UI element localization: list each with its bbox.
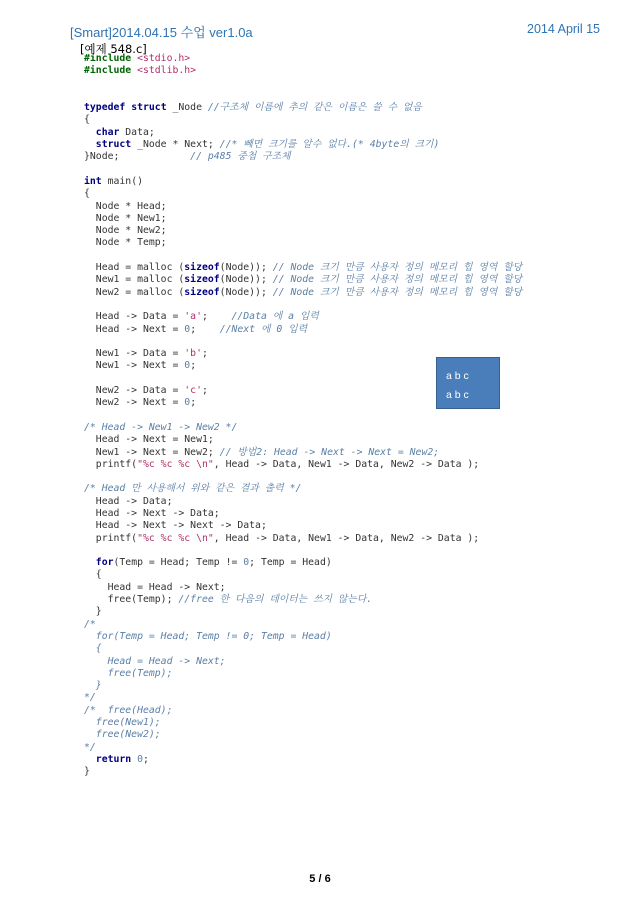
code-line: [84, 397, 624, 409]
code-token: #include: [84, 65, 132, 77]
code-token: main(): [101, 175, 143, 187]
code-line: [84, 422, 624, 434]
code-line: [84, 127, 624, 139]
code-line: [84, 668, 624, 680]
code-token: "%c %c %c \n": [137, 458, 214, 470]
code-token: 'a': [184, 311, 202, 323]
code-line: [84, 680, 624, 692]
code-token: Head -> Next -> Next -> Data;: [84, 520, 267, 532]
code-token: ; Temp = Head): [249, 557, 332, 569]
code-line: [84, 287, 624, 299]
code-listing: [84, 53, 624, 779]
code-line: [84, 410, 624, 422]
code-token: //Next 에 0 입력: [219, 323, 308, 335]
code-token: [84, 139, 96, 150]
code-token: ;: [201, 348, 208, 360]
code-token: struct: [131, 102, 167, 114]
code-line: [84, 520, 624, 532]
code-token: (Node));: [219, 262, 273, 274]
code-token: New1 -> Next =: [84, 360, 185, 372]
code-token: typedef: [84, 102, 126, 114]
code-line: [84, 447, 624, 459]
code-token: // 방법2: Head -> Next -> Next = New2;: [219, 446, 440, 458]
code-token: Head = malloc (: [84, 262, 185, 274]
code-line: [84, 385, 624, 397]
code-line: [84, 299, 624, 311]
code-token: sizeof: [184, 286, 220, 298]
code-line: [84, 643, 624, 655]
code-line: [84, 225, 624, 237]
code-line: [84, 496, 624, 508]
code-token: 0: [184, 360, 191, 372]
code-token: New2 -> Data =: [84, 385, 185, 397]
code-token: /* free(Head);: [84, 704, 173, 716]
code-line: [84, 717, 624, 729]
code-line: [84, 90, 624, 102]
code-line: [84, 742, 624, 754]
code-token: (Temp = Head; Temp !=: [113, 557, 244, 569]
code-token: /* Head 만 사용해서 위와 같은 결과 출력 */: [84, 483, 302, 495]
code-token: Data;: [119, 126, 155, 138]
code-line: [84, 348, 624, 360]
code-token: [84, 754, 96, 765]
code-token: //Data 에 a 입력: [231, 311, 319, 323]
code-line: [84, 114, 624, 126]
code-line: [84, 705, 624, 717]
code-token: 0: [184, 323, 191, 335]
code-token: */: [84, 741, 96, 753]
code-line: [84, 164, 624, 176]
code-token: {: [84, 114, 90, 126]
code-token: //free 한 다음의 데이터는 쓰지 않는다.: [178, 594, 373, 606]
code-token: New1 -> Data =: [84, 348, 185, 360]
code-token: // p485 중첩 구조체: [190, 151, 291, 163]
code-line: [84, 434, 624, 446]
code-line: [84, 250, 624, 262]
code-token: _Node: [166, 102, 208, 114]
code-token: 0: [137, 753, 143, 765]
code-token: printf(: [84, 458, 138, 470]
code-token: 'c': [184, 385, 202, 397]
output-line-2: a b c: [446, 389, 469, 401]
code-line: [84, 557, 624, 569]
code-token: // Node 크기 만큼 사용자 정의 메모리 힙 영역 할당: [272, 286, 523, 298]
code-token: //* 빼면 크기를 알수 없다.(* 4byte의 크기): [219, 139, 440, 151]
code-token: ;: [190, 397, 197, 409]
code-token: //구조체 이름에 추의 같은 이름은 쓸 수 없음: [207, 102, 422, 114]
code-token: sizeof: [184, 262, 220, 274]
code-line: [84, 656, 624, 668]
code-token: 0: [243, 557, 250, 569]
code-token: ;: [201, 385, 208, 397]
code-line: [84, 459, 624, 471]
code-token: , Head -> Data, New1 -> Data, New2 -> Data );: [213, 458, 480, 470]
code-line: [84, 545, 624, 557]
code-token: [84, 127, 96, 138]
code-token: <stdlib.h>: [131, 65, 197, 77]
code-token: Node * New1;: [84, 212, 167, 224]
code-line: [84, 533, 624, 545]
code-line: [84, 151, 624, 163]
code-line: [84, 692, 624, 704]
code-token: ;: [190, 323, 220, 335]
code-token: }: [84, 766, 90, 778]
code-token: 'b': [184, 348, 202, 360]
code-line: [84, 766, 624, 778]
code-line: [84, 201, 624, 213]
code-token: ;: [201, 311, 232, 323]
code-token: {: [84, 188, 90, 200]
code-token: New2 -> Next =: [84, 397, 185, 409]
code-token: Head = Head -> Next;: [84, 655, 226, 667]
code-token: (Node));: [219, 286, 273, 298]
code-token: New1 = malloc (: [84, 274, 185, 286]
code-line: [84, 594, 624, 606]
code-line: [84, 471, 624, 483]
code-token: Head -> Next = New1;: [84, 434, 214, 446]
code-token: // Node 크기 만큼 사용자 정의 메모리 힙 영역 할당: [272, 274, 523, 286]
code-token: {: [84, 643, 102, 655]
code-token: free(Temp);: [84, 667, 173, 679]
code-line: [84, 53, 624, 65]
code-line: [84, 188, 624, 200]
output-line-1: a b c: [446, 370, 469, 382]
code-token: New1 -> Next = New2;: [84, 446, 220, 458]
code-token: New2 = malloc (: [84, 286, 185, 298]
code-token: }Node;: [84, 151, 191, 163]
code-token: ;: [143, 753, 149, 765]
code-line: [84, 606, 624, 618]
code-token: }: [84, 680, 102, 692]
code-token: Head -> Next -> Data;: [84, 507, 220, 519]
code-token: sizeof: [184, 274, 220, 286]
code-line: [84, 78, 624, 90]
code-line: [84, 508, 624, 520]
code-token: , Head -> Data, New1 -> Data, New2 -> Data );: [213, 532, 480, 544]
code-token: */: [84, 692, 96, 704]
code-line: [84, 569, 624, 581]
code-line: [84, 373, 624, 385]
code-token: free(Temp);: [84, 594, 179, 606]
code-line: [84, 619, 624, 631]
code-token: 0: [184, 397, 191, 409]
code-token: "%c %c %c \n": [137, 532, 214, 544]
document-header-date: 2014 April 15: [527, 22, 600, 36]
code-token: Head -> Data;: [84, 495, 173, 507]
code-line: [84, 102, 624, 114]
code-line: [84, 262, 624, 274]
code-token: Head = Head -> Next;: [84, 581, 226, 593]
code-line: [84, 582, 624, 594]
code-token: char: [95, 126, 120, 138]
code-line: [84, 729, 624, 741]
page-number: 5 / 6: [309, 873, 331, 885]
code-line: [84, 176, 624, 188]
document-header-title: [Smart]2014.04.15 수업 ver1.0a: [70, 25, 253, 40]
code-token: for(Temp = Head; Temp != 0; Temp = Head): [84, 630, 332, 642]
code-token: _Node * Next;: [131, 139, 220, 151]
code-token: /* Head -> New1 -> New2 */: [84, 421, 238, 433]
code-token: #include: [84, 53, 132, 64]
code-line: [84, 213, 624, 225]
code-token: Node * Head;: [84, 200, 167, 212]
code-token: free(New1);: [84, 717, 161, 729]
code-token: Node * Temp;: [84, 237, 167, 249]
code-token: return: [95, 753, 132, 765]
code-token: for: [95, 557, 114, 569]
code-token: <stdio.h>: [131, 53, 191, 64]
code-token: printf(: [84, 532, 138, 544]
code-token: free(New2);: [84, 729, 161, 741]
output-box: [436, 357, 500, 409]
code-token: /*: [84, 618, 96, 630]
code-line: [84, 336, 624, 348]
code-token: {: [84, 569, 102, 581]
code-line: [84, 324, 624, 336]
code-line: [84, 237, 624, 249]
code-token: Node * New2;: [84, 225, 167, 237]
code-token: struct: [95, 139, 132, 151]
code-line: [84, 274, 624, 286]
code-line: [84, 483, 624, 495]
code-line: [84, 631, 624, 643]
code-token: Head -> Data =: [84, 311, 185, 323]
code-line: [84, 754, 624, 766]
code-token: [84, 557, 96, 568]
code-token: ;: [190, 360, 197, 372]
code-line: [84, 360, 624, 372]
code-line: [84, 139, 624, 151]
code-line: [84, 311, 624, 323]
code-token: // Node 크기 만큼 사용자 정의 메모리 힙 영역 할당: [272, 262, 523, 274]
code-token: (Node));: [219, 274, 273, 286]
example-title: [예제 548.c]: [80, 42, 147, 56]
code-line: [84, 65, 624, 77]
code-token: Head -> Next =: [84, 323, 185, 335]
code-token: }: [84, 606, 102, 618]
code-token: int: [84, 175, 102, 187]
